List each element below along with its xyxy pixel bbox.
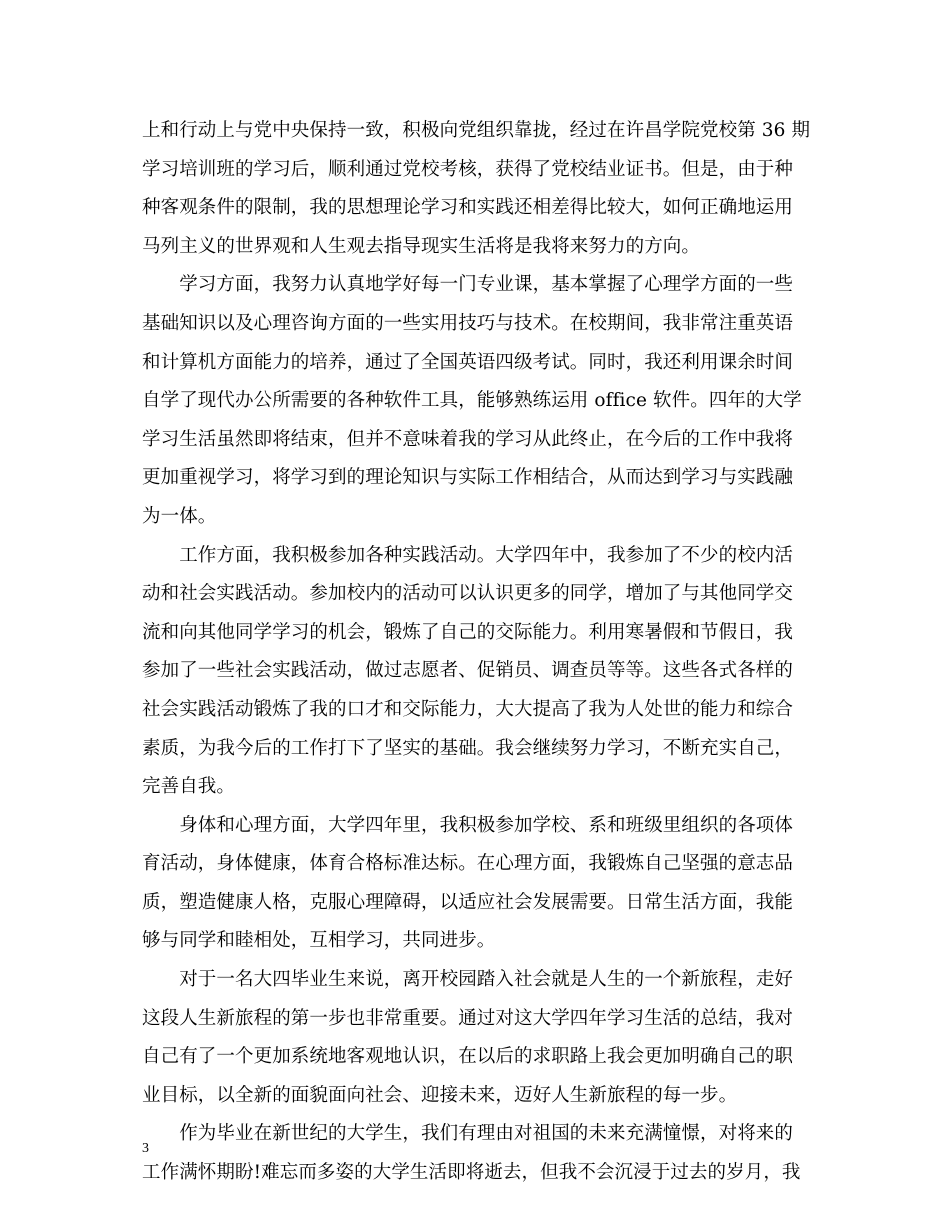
text-line: 动和社会实践活动。参加校内的活动可以认识更多的同学，增加了与其他同学交 bbox=[142, 583, 794, 605]
text-line: 学习培训班的学习后，顺利通过党校考核，获得了党校结业证书。但是，由于种 bbox=[142, 158, 794, 180]
text-line: 更加重视学习，将学习到的理论知识与实际工作相结合，从而达到学习与实践融 bbox=[142, 467, 794, 489]
text-line: 基础知识以及心理咨询方面的一些实用技巧与技术。在校期间，我非常注重英语 bbox=[142, 312, 794, 334]
text-line: 自学了现代办公所需要的各种软件工具，能够熟练运用 office 软件。四年的大学 bbox=[142, 390, 802, 412]
text-line: 这段人生新旅程的第一步也非常重要。通过对这大学四年学习生活的总结，我对 bbox=[142, 1007, 794, 1029]
body-text bbox=[142, 112, 810, 1193]
text-line: 学习生活虽然即将结束，但并不意味着我的学习从此终止，在今后的工作中我将 bbox=[142, 428, 794, 450]
text-line: 作为毕业在新世纪的大学生，我们有理由对祖国的未来充满憧憬，对将来的 bbox=[142, 1123, 794, 1145]
text-line: 身体和心理方面，大学四年里，我积极参加学校、系和班级里组织的各项体 bbox=[142, 814, 794, 836]
text-line: 参加了一些社会实践活动，做过志愿者、促销员、调查员等等。这些各式各样的 bbox=[142, 660, 794, 682]
text-line: 上和行动上与党中央保持一致，积极向党组织靠拢，经过在许昌学院党校第 36 期 bbox=[142, 120, 810, 141]
text-line: 为一体。 bbox=[142, 505, 217, 527]
text-line: 质，塑造健康人格，克服心理障碍，以适应社会发展需要。日常生活方面，我能 bbox=[142, 891, 794, 913]
text-line: 素质，为我今后的工作打下了坚实的基础。我会继续努力学习，不断充实自己， bbox=[142, 737, 794, 759]
text-line: 工作方面，我积极参加各种实践活动。大学四年中，我参加了不少的校内活 bbox=[142, 544, 794, 566]
text-line: 自己有了一个更加系统地客观地认识，在以后的求职路上我会更加明确自己的职 bbox=[142, 1046, 794, 1068]
text-line: 流和向其他同学学习的机会，锻炼了自己的交际能力。利用寒暑假和节假日，我 bbox=[142, 621, 794, 643]
text-line: 完善自我。 bbox=[142, 776, 236, 798]
text-line: 工作满怀期盼!难忘而多姿的大学生活即将逝去，但我不会沉浸于过去的岁月，我 bbox=[142, 1162, 801, 1184]
text-line: 马列主义的世界观和人生观去指导现实生活将是我将来努力的方向。 bbox=[142, 235, 701, 257]
text-line: 业目标，以全新的面貌面向社会、迎接未来，迈好人生新旅程的每一步。 bbox=[142, 1084, 738, 1106]
text-line: 社会实践活动锻炼了我的口才和交际能力，大大提高了我为人处世的能力和综合 bbox=[142, 698, 794, 720]
text-line: 和计算机方面能力的培养，通过了全国英语四级考试。同时，我还利用课余时间 bbox=[142, 351, 794, 373]
text-line: 学习方面，我努力认真地学好每一门专业课，基本掌握了心理学方面的一些 bbox=[142, 274, 794, 296]
page-number: 3 bbox=[142, 1141, 149, 1156]
text-line: 种客观条件的限制，我的思想理论学习和实践还相差得比较大，如何正确地运用 bbox=[142, 197, 794, 219]
text-line: 够与同学和睦相处，互相学习，共同进步。 bbox=[142, 930, 496, 952]
text-line: 育活动，身体健康，体育合格标准达标。在心理方面，我锻炼自己坚强的意志品 bbox=[142, 853, 794, 875]
text-line: 对于一名大四毕业生来说，离开校园踏入社会就是人生的一个新旅程，走好 bbox=[142, 969, 794, 991]
